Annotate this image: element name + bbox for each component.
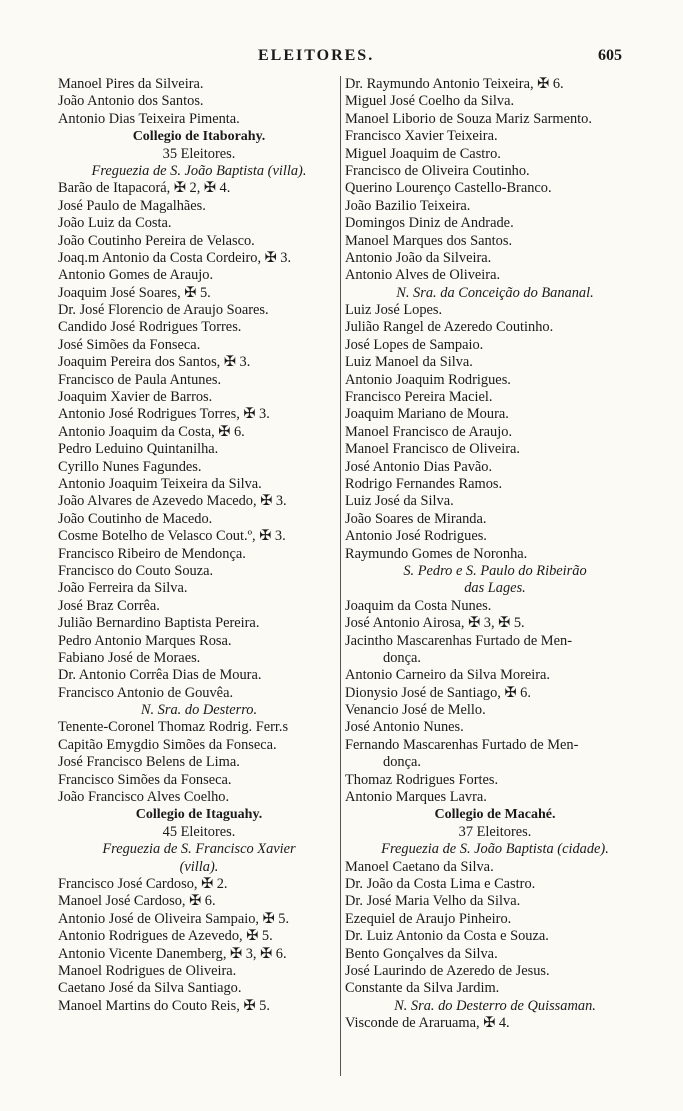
elector-name: Antonio João da Silveira. (345, 249, 492, 266)
elector-name: Dr. Antonio Corrêa Dias de Moura. (58, 667, 262, 684)
elector-name: Antonio Marques Lavra. (345, 789, 487, 806)
elector-name: Querino Lourenço Castello-Branco. (345, 180, 552, 197)
elector-name: Manoel Francisco de Oliveira. (345, 441, 521, 458)
elector-name: Antonio José Rodrigues Torres, ✠ 3. (58, 406, 270, 423)
elector-name: Joaquim da Costa Nunes. (345, 597, 492, 614)
elector-name: José Laurindo de Azeredo de Jesus. (345, 962, 550, 979)
parish-heading: Freguezia de S. João Baptista (cidade). (381, 841, 609, 858)
elector-name-continuation: donça. (383, 754, 421, 771)
running-title: ELEITORES. (258, 47, 375, 64)
elector-name: Julião Bernardino Baptista Pereira. (58, 615, 260, 632)
parish-heading: N. Sra. do Desterro. (140, 702, 258, 719)
elector-name: Luiz José da Silva. (345, 493, 454, 510)
elector-name: Francisco Antonio de Gouvêa. (58, 684, 234, 701)
elector-name: Rodrigo Fernandes Ramos. (345, 475, 503, 492)
right-column (345, 76, 645, 1032)
elector-name: Bento Gonçalves da Silva. (345, 945, 498, 962)
elector-name: Francisco Simões da Fonseca. (58, 771, 232, 788)
elector-name: Antonio Dias Teixeira Pimenta. (58, 110, 240, 127)
elector-name: José Lopes de Sampaio. (345, 336, 484, 353)
left-column (58, 76, 340, 1015)
elector-name: José Antonio Nunes. (345, 719, 464, 736)
elector-name: Luiz José Lopes. (345, 302, 443, 319)
elector-name: Joaquim Pereira dos Santos, ✠ 3. (58, 354, 251, 371)
collegio-heading: Collegio de Macahé. (434, 807, 556, 823)
elector-name: Manoel Martins do Couto Reis, ✠ 5. (58, 997, 270, 1014)
elector-name: João Alvares de Azevedo Macedo, ✠ 3. (58, 493, 287, 510)
elector-name: Joaquim José Soares, ✠ 5. (58, 284, 211, 301)
elector-name: Francisco Ribeiro de Mendonça. (58, 545, 246, 562)
elector-name: José Antonio Dias Pavão. (345, 458, 493, 475)
elector-name: João Antonio dos Santos. (58, 93, 204, 110)
elector-name: Antonio José de Oliveira Sampaio, ✠ 5. (58, 910, 290, 927)
elector-name: Antonio Vicente Danemberg, ✠ 3, ✠ 6. (58, 945, 287, 962)
elector-name: Visconde de Araruama, ✠ 4. (345, 1015, 510, 1032)
elector-name: Manoel Liborio de Souza Mariz Sarmento. (345, 110, 592, 127)
elector-name: José Simões da Fonseca. (58, 336, 201, 353)
elector-name: Capitão Emygdio Simões da Fonseca. (58, 736, 277, 753)
elector-name: Francisco de Oliveira Coutinho. (345, 162, 530, 179)
elector-name: Tenente-Coronel Thomaz Rodrig. Ferr.s (58, 719, 289, 736)
elector-name: João Bazilio Teixeira. (345, 197, 471, 214)
elector-name: Antonio Gomes de Araujo. (58, 267, 214, 284)
elector-name: Antonio Alves de Oliveira. (345, 267, 501, 284)
elector-name: Fernando Mascarenhas Furtado de Men- (345, 736, 579, 753)
elector-name: José Francisco Belens de Lima. (58, 754, 240, 771)
parish-heading: Freguezia de S. João Baptista (villa). (91, 162, 307, 179)
elector-name: Dr. João da Costa Lima e Castro. (345, 875, 536, 892)
elector-name: Manoel Francisco de Araujo. (345, 423, 513, 440)
elector-name: Antonio Rodrigues de Azevedo, ✠ 5. (58, 928, 273, 945)
elector-name: Jacintho Mascarenhas Furtado de Men- (345, 632, 572, 649)
elector-name-continuation: donça. (383, 649, 421, 666)
elector-name: Miguel Joaquim de Castro. (345, 145, 501, 162)
elector-name: Antonio Joaquim da Costa, ✠ 6. (58, 423, 245, 440)
parish-heading: S. Pedro e S. Paulo do Ribeirão (403, 562, 587, 579)
elector-name: Antonio Joaquim Rodrigues. (345, 371, 511, 388)
elector-name: João Francisco Alves Coelho. (58, 789, 230, 806)
page-header (0, 47, 683, 69)
elector-name: Francisco de Paula Antunes. (58, 371, 222, 388)
elector-count: 45 Eleitores. (162, 823, 236, 840)
elector-name: Thomaz Rodrigues Fortes. (345, 771, 499, 788)
parish-heading: Freguezia de S. Francisco Xavier (102, 841, 296, 858)
elector-name: João Ferreira da Silva. (58, 580, 188, 597)
elector-name: João Coutinho Pereira de Velasco. (58, 232, 255, 249)
elector-count: 37 Eleitores. (458, 823, 532, 840)
collegio-heading: Collegio de Itaborahy. (132, 129, 266, 145)
elector-name: Pedro Leduino Quintanilha. (58, 441, 219, 458)
elector-name: Manoel Rodrigues de Oliveira. (58, 962, 237, 979)
elector-name: Barão de Itapacorá, ✠ 2, ✠ 4. (58, 180, 231, 197)
elector-name: Francisco José Cardoso, ✠ 2. (58, 875, 228, 892)
elector-name: Cosme Botelho de Velasco Cout.º, ✠ 3. (58, 528, 286, 545)
page-number: 605 (598, 47, 622, 64)
elector-name: Antonio José Rodrigues. (345, 528, 487, 545)
elector-name: Francisco Pereira Maciel. (345, 389, 493, 406)
elector-name: Antonio Carneiro da Silva Moreira. (345, 667, 551, 684)
elector-name: Joaquim Mariano de Moura. (345, 406, 509, 423)
elector-name: Constante da Silva Jardim. (345, 980, 500, 997)
elector-name: Dionysio José de Santiago, ✠ 6. (345, 684, 531, 701)
elector-count: 35 Eleitores. (162, 145, 236, 162)
elector-name: Manoel José Cardoso, ✠ 6. (58, 893, 216, 910)
elector-name: Antonio Joaquim Teixeira da Silva. (58, 475, 262, 492)
elector-name: Miguel José Coelho da Silva. (345, 93, 515, 110)
elector-name: Ezequiel de Araujo Pinheiro. (345, 910, 512, 927)
elector-name: Francisco do Couto Souza. (58, 562, 214, 579)
elector-name: Luiz Manoel da Silva. (345, 354, 473, 371)
elector-name: Dr. José Florencio de Araujo Soares. (58, 302, 269, 319)
elector-name: João Soares de Miranda. (345, 510, 487, 527)
elector-name: Joaquim Xavier de Barros. (58, 389, 213, 406)
elector-name: Manoel Pires da Silveira. (58, 76, 204, 92)
elector-name: Dr. Raymundo Antonio Teixeira, ✠ 6. (345, 76, 564, 92)
elector-name: José Paulo de Magalhães. (58, 197, 206, 214)
elector-name: João Luiz da Costa. (58, 215, 172, 232)
elector-name: Julião Rangel de Azeredo Coutinho. (345, 319, 554, 336)
elector-name: Fabiano José de Moraes. (58, 649, 201, 666)
parish-heading: N. Sra. da Conceição do Bananal. (396, 284, 594, 301)
column-divider (340, 76, 341, 1076)
elector-name: João Coutinho de Macedo. (58, 510, 213, 527)
elector-name: Manoel Marques dos Santos. (345, 232, 513, 249)
elector-name: Raymundo Gomes de Noronha. (345, 545, 528, 562)
elector-name: Caetano José da Silva Santiago. (58, 980, 242, 997)
parish-heading: (villa). (179, 858, 219, 875)
elector-name: Dr. Luiz Antonio da Costa e Souza. (345, 928, 549, 945)
parish-heading: N. Sra. do Desterro de Quissaman. (394, 997, 596, 1014)
elector-name: Domingos Diniz de Andrade. (345, 215, 514, 232)
elector-name: Pedro Antonio Marques Rosa. (58, 632, 232, 649)
elector-name: Venancio José de Mello. (345, 702, 486, 719)
elector-name: José Antonio Airosa, ✠ 3, ✠ 5. (345, 615, 525, 632)
elector-name: Candido José Rodrigues Torres. (58, 319, 242, 336)
elector-name: Manoel Caetano da Silva. (345, 858, 494, 875)
elector-name: Joaq.m Antonio da Costa Cordeiro, ✠ 3. (58, 249, 292, 266)
elector-name: José Braz Corrêa. (58, 597, 160, 614)
parish-heading: das Lages. (464, 580, 526, 597)
elector-name: Francisco Xavier Teixeira. (345, 128, 498, 145)
elector-name: Cyrillo Nunes Fagundes. (58, 458, 202, 475)
collegio-heading: Collegio de Itaguahy. (135, 807, 263, 823)
elector-name: Dr. José Maria Velho da Silva. (345, 893, 521, 910)
